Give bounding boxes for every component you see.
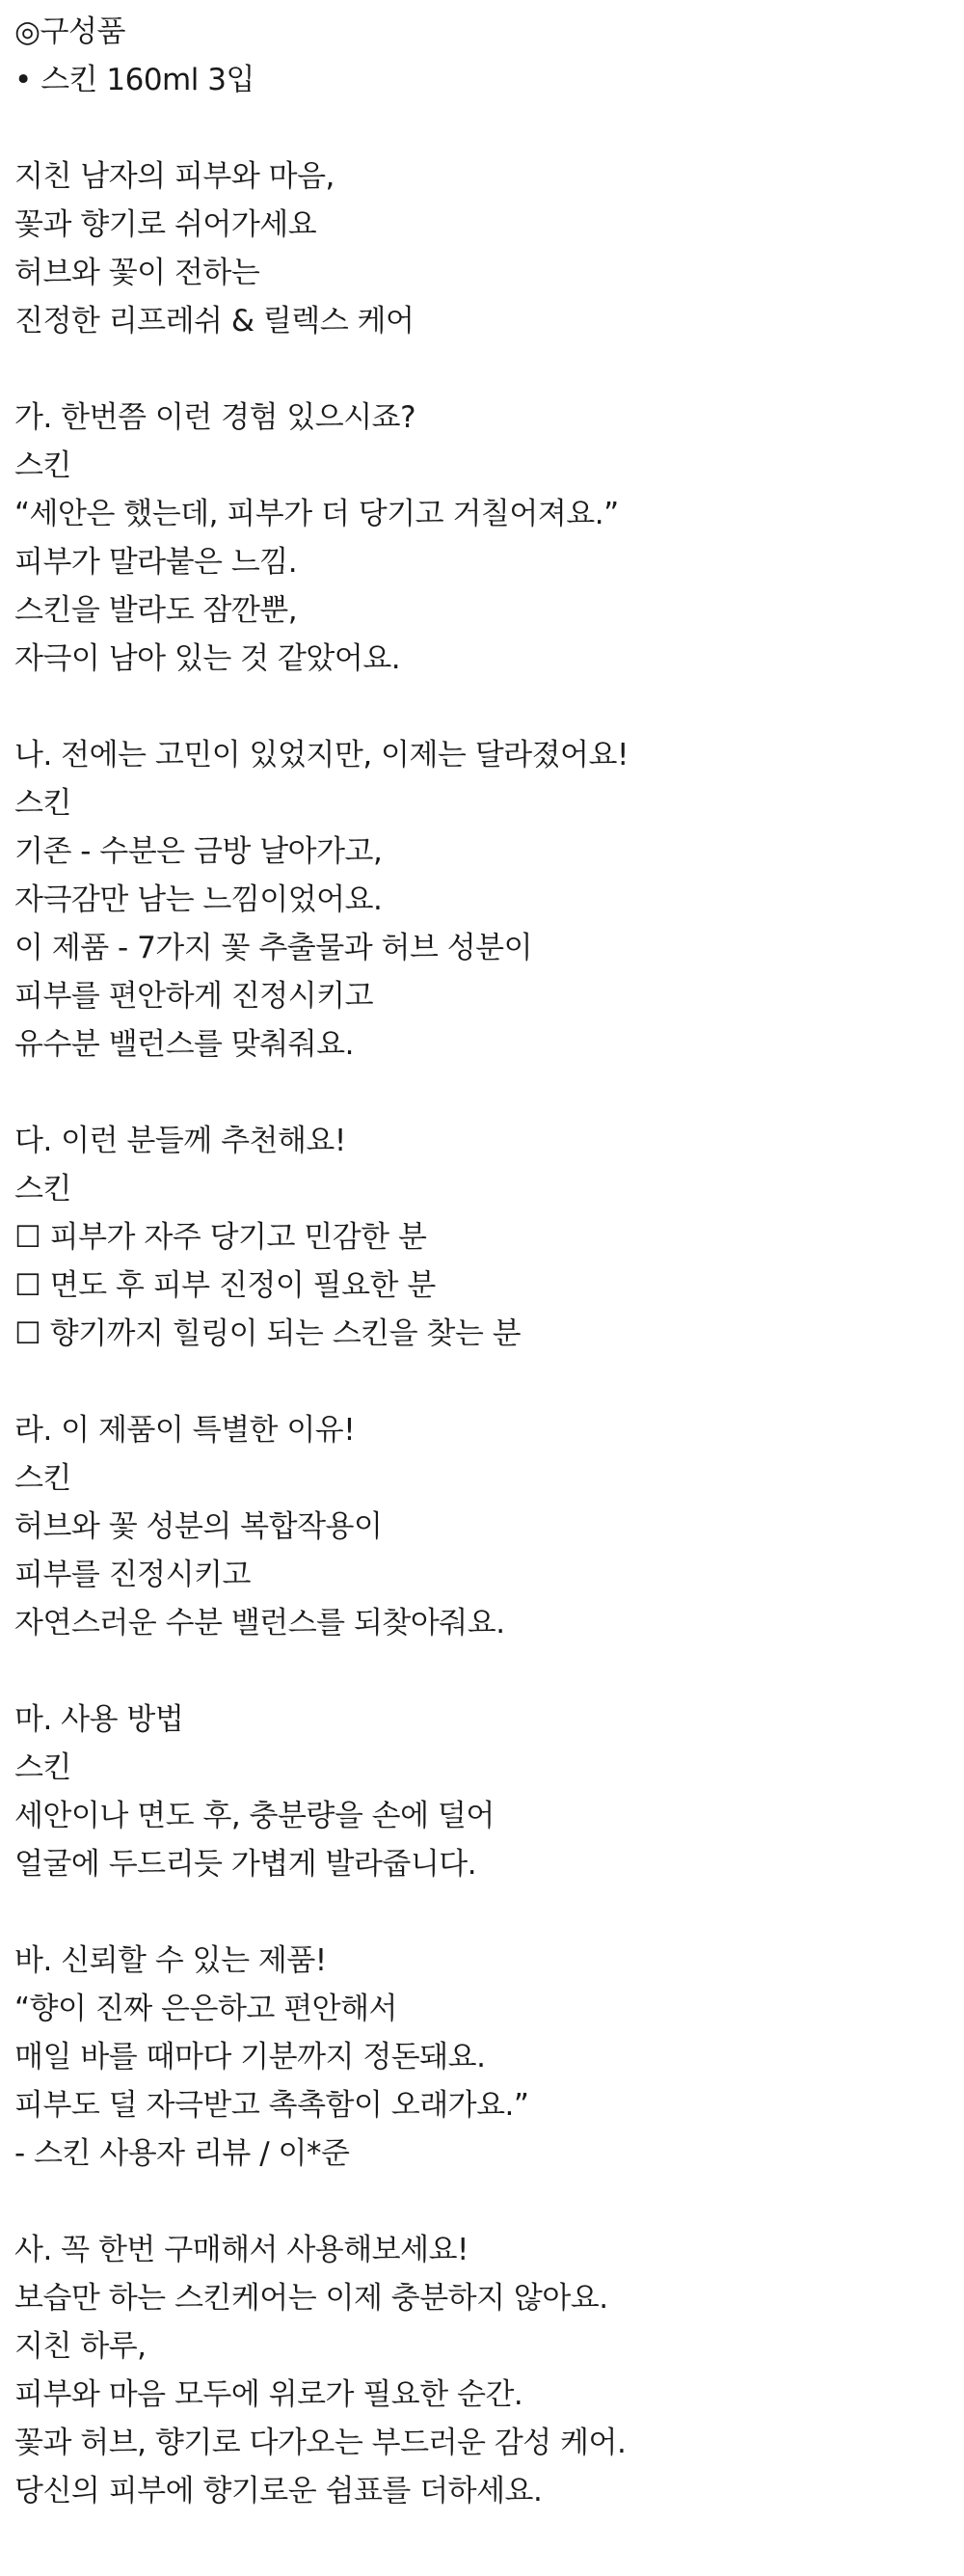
- section-sa-line: 피부와 마음 모두에 위로가 필요한 순간.: [14, 2377, 523, 2412]
- spacer: [14, 104, 950, 152]
- section-ga-line: 피부가 말라붙은 느낌.: [14, 545, 298, 580]
- product-description: [14, 8, 950, 2515]
- spacer: [14, 683, 950, 731]
- spacer: [14, 1358, 950, 1406]
- section-ma-product: 스킨: [14, 1750, 71, 1785]
- section-ma-heading: 마. 사용 방법: [14, 1702, 184, 1737]
- intro-line: 허브와 꽃이 전하는: [14, 256, 260, 290]
- section-ga-heading: 가. 한번쯤 이런 경험 있으시죠?: [14, 400, 416, 435]
- spacer: [14, 345, 950, 393]
- section-ma-line: 세안이나 면도 후, 충분량을 손에 덜어: [14, 1799, 495, 1833]
- components-item: • 스킨 160ml 3입: [14, 63, 254, 97]
- section-ra-heading: 라. 이 제품이 특별한 이유!: [14, 1413, 356, 1448]
- checklist-item: ☐ 피부가 자주 당기고 민감한 분: [14, 1220, 427, 1255]
- section-ra-line: 자연스러운 수분 밸런스를 되찾아줘요.: [14, 1606, 505, 1641]
- section-na: [14, 731, 950, 1069]
- section-sa-line: 보습만 하는 스킨케어는 이제 충분하지 않아요.: [14, 2281, 608, 2316]
- section-ra-product: 스킨: [14, 1461, 71, 1496]
- section-ra-line: 피부를 진정시키고: [14, 1558, 251, 1592]
- section-na-line: 자극감만 남는 느낌이었어요.: [14, 882, 383, 917]
- intro-line: 진정한 리프레쉬 & 릴렉스 케어: [14, 304, 415, 339]
- section-ga: [14, 393, 950, 683]
- section-da: [14, 1117, 950, 1358]
- spacer: [14, 1647, 950, 1695]
- section-sa-heading: 사. 꼭 한번 구매해서 사용해보세요!: [14, 2233, 469, 2267]
- section-ga-line: 스킨을 발라도 잠깐뿐,: [14, 593, 298, 628]
- section-da-product: 스킨: [14, 1172, 71, 1207]
- section-na-heading: 나. 전에는 고민이 있었지만, 이제는 달라졌어요!: [14, 738, 629, 773]
- components-heading: ◎구성품: [14, 14, 125, 49]
- section-ma: [14, 1695, 950, 1888]
- section-sa-line: 꽃과 허브, 향기로 다가오는 부드러운 감성 케어.: [14, 2426, 627, 2460]
- section-da-heading: 다. 이런 분들께 추천해요!: [14, 1124, 346, 1158]
- review-quote-line: 매일 바를 때마다 기분까지 정돈돼요.: [14, 2040, 486, 2074]
- spacer: [14, 1888, 950, 1937]
- section-ga-product: 스킨: [14, 448, 71, 483]
- section-ga-line: “세안은 했는데, 피부가 더 당기고 거칠어져요.”: [14, 497, 619, 531]
- spacer: [14, 2178, 950, 2226]
- intro-block: [14, 152, 950, 345]
- section-na-line: 유수분 밸런스를 맞춰줘요.: [14, 1027, 354, 1062]
- checklist-item: ☐ 향기까지 힐링이 되는 스킨을 찾는 분: [14, 1316, 522, 1351]
- section-ba: [14, 1937, 950, 2178]
- review-attribution: - 스킨 사용자 리뷰 / 이*준: [14, 2136, 350, 2171]
- checklist-item: ☐ 면도 후 피부 진정이 필요한 분: [14, 1268, 436, 1303]
- section-ra-line: 허브와 꽃 성분의 복합작용이: [14, 1509, 383, 1544]
- section-na-line: 기존 - 수분은 금방 날아가고,: [14, 834, 383, 869]
- section-ba-heading: 바. 신뢰할 수 있는 제품!: [14, 1943, 327, 1978]
- intro-line: 꽃과 향기로 쉬어가세요: [14, 207, 317, 242]
- section-ra: [14, 1406, 950, 1647]
- spacer: [14, 1069, 950, 1117]
- components-block: [14, 8, 950, 104]
- section-ma-line: 얼굴에 두드리듯 가볍게 발라줍니다.: [14, 1847, 477, 1882]
- section-sa: [14, 2226, 950, 2515]
- intro-line: 지친 남자의 피부와 마음,: [14, 159, 335, 194]
- section-na-line: 이 제품 - 7가지 꽃 추출물과 허브 성분이: [14, 931, 533, 965]
- section-na-line: 피부를 편안하게 진정시키고: [14, 979, 374, 1014]
- section-na-product: 스킨: [14, 786, 71, 821]
- review-quote-line: “향이 진짜 은은하고 편안해서: [14, 1992, 397, 2026]
- section-sa-line: 지친 하루,: [14, 2329, 147, 2364]
- review-quote-line: 피부도 덜 자극받고 촉촉함이 오래가요.”: [14, 2088, 529, 2123]
- section-ga-line: 자극이 남아 있는 것 같았어요.: [14, 641, 401, 676]
- section-sa-line: 당신의 피부에 향기로운 쉼표를 더하세요.: [14, 2474, 543, 2508]
